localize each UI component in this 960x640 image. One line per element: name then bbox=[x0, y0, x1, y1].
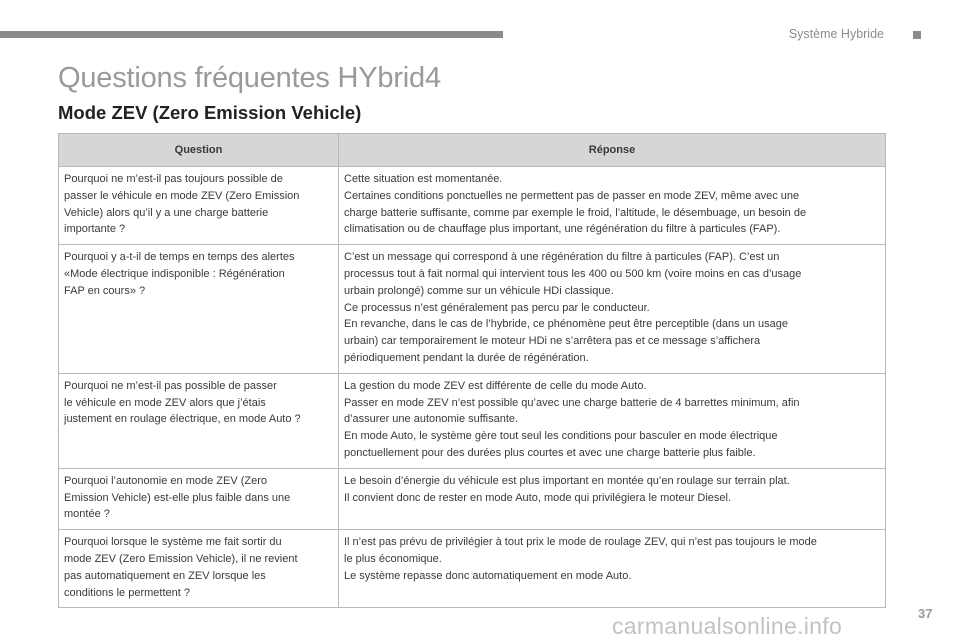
question-line: Vehicle) alors qu’il y a une charge batterie bbox=[64, 206, 269, 219]
answer-line: climatisation ou de chauffage plus important, une régénération du filtre à particules (FAP). bbox=[344, 223, 781, 236]
answer-cell bbox=[339, 245, 886, 374]
answer-line: Il n’est pas prévu de privilégier à tout prix le mode de roulage ZEV, qui n’est pas toujours le mode bbox=[344, 536, 817, 549]
question-cell bbox=[59, 530, 339, 608]
question-line: FAP en cours» ? bbox=[64, 284, 146, 297]
question-cell bbox=[59, 245, 339, 374]
question-line: passer le véhicule en mode ZEV (Zero Emission bbox=[64, 189, 300, 202]
answer-line: urbain) car temporairement le moteur HDi ne s’arrêtera pas et ce message s’affichera bbox=[344, 335, 761, 348]
section-marker bbox=[913, 31, 921, 39]
table-row bbox=[59, 373, 886, 468]
answer-line: Le besoin d’énergie du véhicule est plus important en montée qu’en roulage sur terrain plat. bbox=[344, 474, 790, 487]
page-number: 37 bbox=[918, 606, 933, 621]
question-line: Pourquoi ne m’est-il pas toujours possible de bbox=[64, 173, 283, 185]
question-line: conditions le permettent ? bbox=[64, 586, 190, 599]
answer-line: Le système repasse donc automatiquement en mode Auto. bbox=[344, 569, 632, 582]
answer-line: processus tout à fait normal qui intervient tous les 400 ou 500 km (voire moins en cas d’usage bbox=[344, 267, 802, 280]
question-line: Pourquoi ne m’est-il pas possible de passer bbox=[64, 379, 277, 392]
answer-line: Il convient donc de rester en mode Auto, mode qui privilégiera le moteur Diesel. bbox=[344, 491, 732, 504]
header-rule bbox=[0, 31, 503, 38]
faq-table bbox=[58, 133, 886, 608]
answer-line: le plus économique. bbox=[344, 552, 442, 565]
answer-cell bbox=[339, 530, 886, 608]
question-line: montée ? bbox=[64, 508, 110, 521]
question-cell bbox=[59, 373, 339, 468]
question-line: «Mode électrique indisponible : Régénération bbox=[64, 267, 285, 280]
question-cell bbox=[59, 468, 339, 529]
section-label: Système Hybride bbox=[788, 27, 884, 41]
question-line: Pourquoi lorsque le système me fait sortir du bbox=[64, 536, 282, 549]
question-line: justement en roulage électrique, en mode Auto ? bbox=[64, 413, 301, 426]
answer-line: Ce processus n’est généralement pas percu par le conducteur. bbox=[344, 301, 650, 314]
table-body bbox=[59, 167, 886, 608]
table-header-row bbox=[59, 134, 886, 167]
answer-line: C’est un message qui correspond à une régénération du filtre à particules (FAP). C’est un bbox=[344, 251, 780, 264]
answer-line: Passer en mode ZEV n’est possible qu’avec une charge batterie de 4 barrettes minimum, afin bbox=[344, 396, 800, 409]
question-cell bbox=[59, 167, 339, 245]
answer-cell bbox=[339, 468, 886, 529]
column-header-answer: Réponse bbox=[339, 134, 886, 167]
answer-line: ponctuellement pour des durées plus courtes et avec une charge batterie plus faible. bbox=[344, 446, 756, 459]
table-row bbox=[59, 468, 886, 529]
answer-cell bbox=[339, 167, 886, 245]
answer-line: périodiquement pendant la durée de régénération. bbox=[344, 351, 589, 364]
question-line: Pourquoi y a-t-il de temps en temps des alertes bbox=[64, 251, 295, 264]
answer-line: charge batterie suffisante, comme par exemple le froid, l’altitude, le désembuage, un besoin de bbox=[344, 206, 807, 219]
answer-line: Cette situation est momentanée. bbox=[344, 173, 503, 185]
page-title: Questions fréquentes HYbrid4 bbox=[58, 62, 441, 94]
answer-cell bbox=[339, 373, 886, 468]
question-line: Emission Vehicle) est-elle plus faible dans une bbox=[64, 491, 291, 504]
section-subtitle: Mode ZEV (Zero Emission Vehicle) bbox=[58, 102, 362, 123]
watermark: carmanualsonline.info bbox=[612, 613, 843, 639]
answer-line: urbain prolongé) comme sur un véhicule HDi classique. bbox=[344, 284, 614, 297]
question-line: le véhicule en mode ZEV alors que j’étais bbox=[64, 396, 266, 409]
answer-line: d’assurer une autonomie suffisante. bbox=[344, 413, 519, 426]
answer-line: En revanche, dans le cas de l’hybride, ce phénomène peut être perceptible (dans un usage bbox=[344, 318, 788, 331]
table-row bbox=[59, 167, 886, 245]
question-line: pas automatiquement en ZEV lorsque les bbox=[64, 569, 266, 582]
answer-line: Certaines conditions ponctuelles ne permettent pas de passer en mode ZEV, même avec une bbox=[344, 189, 800, 202]
question-line: Pourquoi l’autonomie en mode ZEV (Zero bbox=[64, 474, 267, 487]
column-header-question: Question bbox=[59, 134, 339, 167]
question-line: importante ? bbox=[64, 223, 126, 236]
table-row bbox=[59, 530, 886, 608]
question-line: mode ZEV (Zero Emission Vehicle), il ne revient bbox=[64, 552, 298, 565]
table-row bbox=[59, 245, 886, 374]
answer-line: En mode Auto, le système gère tout seul les conditions pour basculer en mode électrique bbox=[344, 430, 778, 443]
answer-line: La gestion du mode ZEV est différente de celle du mode Auto. bbox=[344, 379, 647, 392]
